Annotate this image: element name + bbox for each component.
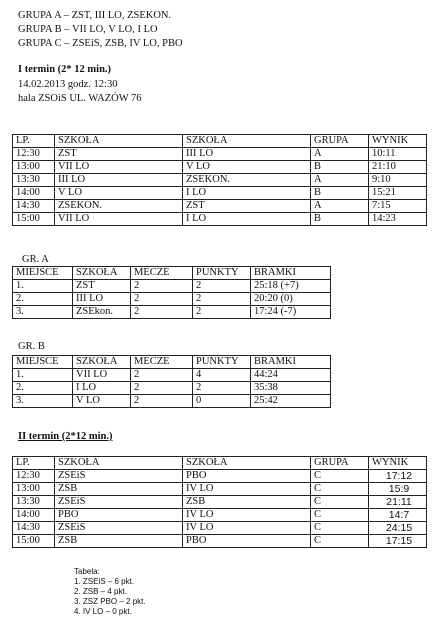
table-cell: B [311,161,369,174]
table-header-cell: MIEJSCE [13,267,73,280]
table-cell: ZSB [55,483,183,496]
table-cell: A [311,174,369,187]
table-cell: 13:00 [13,161,55,174]
table-cell: 14:23 [369,213,427,226]
table-header-row [13,135,427,148]
table-row [13,293,331,306]
table-cell: III LO [183,148,311,161]
table-cell: 17:12 [369,470,427,483]
table-cell: C [311,496,369,509]
table-header-cell: WYNIK [369,457,427,470]
tabela-item: 2. ZSB – 4 pkt. [74,587,127,596]
table-cell: 3. [13,306,73,319]
table-cell: A [311,148,369,161]
table-cell: 2 [131,306,193,319]
table-row [13,200,427,213]
table-cell: ZST [55,148,183,161]
table-cell: I LO [183,187,311,200]
table-row [13,369,331,382]
table-cell: C [311,470,369,483]
table-cell: 12:30 [13,148,55,161]
table-cell: V LO [55,187,183,200]
table-cell: 24:15 [369,522,427,535]
table-header-cell: PUNKTY [193,267,251,280]
tabela-title: Tabela: [74,567,100,576]
table-cell: ZSEKON. [55,200,183,213]
table-cell: 2 [131,293,193,306]
table-cell: ZSEiS [55,496,183,509]
table-cell: 17:15 [369,535,427,548]
table-row [13,522,427,535]
table-cell: ZSEkon. [73,306,131,319]
table-header-row [13,457,427,470]
table-cell: C [311,509,369,522]
table-cell: 2 [131,395,193,408]
table-row [13,483,427,496]
table-row [13,161,427,174]
table-row [13,395,331,408]
table-cell: 2 [193,280,251,293]
table-cell: 15:00 [13,213,55,226]
tabela-item: 1. ZSEiS – 6 pkt. [74,577,135,586]
table-row [13,174,427,187]
table-header-cell: SZKOŁA [55,457,183,470]
table-cell: 4 [193,369,251,382]
table-cell: 13:00 [13,483,55,496]
gr-b-table [12,355,331,408]
group-c-line: GRUPA C – ZSEiS, ZSB, IV LO, PBO [18,38,183,49]
table-row [13,535,427,548]
table-cell: V LO [73,395,131,408]
table-cell: 15:9 [369,483,427,496]
term2-title: II termin (2*12 min.) [18,431,113,442]
table-cell: 2 [131,280,193,293]
tabela-item: 4. IV LO – 0 pkt. [74,607,132,616]
table-cell: 12:30 [13,470,55,483]
table-cell: PBO [183,470,311,483]
table-cell: 1. [13,280,73,293]
table-cell: 7:15 [369,200,427,213]
table-cell: 17:24 (-7) [251,306,331,319]
table-cell: ZSB [183,496,311,509]
table-cell: 21:10 [369,161,427,174]
table-cell: 13:30 [13,496,55,509]
table-cell: IV LO [183,522,311,535]
table-cell: 14:30 [13,200,55,213]
table-header-cell: SZKOŁA [183,457,311,470]
table-cell: 2 [193,306,251,319]
table-cell: C [311,483,369,496]
table-cell: 44:24 [251,369,331,382]
table-cell: C [311,522,369,535]
table-header-cell: SZKOŁA [73,356,131,369]
table-header-cell: GRUPA [311,457,369,470]
table-cell: 14:00 [13,187,55,200]
table-header-cell: WYNIK [369,135,427,148]
table-cell: 0 [193,395,251,408]
table-cell: 25:18 (+7) [251,280,331,293]
gr-a-title: GR. A [22,254,49,265]
table-row [13,382,331,395]
table-header-cell: LP. [13,135,55,148]
table-header-cell: GRUPA [311,135,369,148]
table-row [13,280,331,293]
table-cell: ZSEKON. [183,174,311,187]
term1-place: hala ZSOiS UL. WAZÓW 76 [18,93,142,104]
table-row [13,496,427,509]
table-row [13,470,427,483]
table-cell: 2 [131,382,193,395]
table-header-row [13,267,331,280]
table-cell: VII LO [55,161,183,174]
table-header-cell: MECZE [131,356,193,369]
table-cell: 1. [13,369,73,382]
table-cell: 2. [13,293,73,306]
table-cell: C [311,535,369,548]
table-header-cell: SZKOŁA [183,135,311,148]
table-cell: 2 [131,369,193,382]
table-cell: ZSEiS [55,522,183,535]
table-cell: VII LO [73,369,131,382]
table-row [13,213,427,226]
table-cell: B [311,213,369,226]
table-cell: 2. [13,382,73,395]
group-a-line: GRUPA A – ZST, III LO, ZSEKON. [18,10,172,21]
table-cell: 15:00 [13,535,55,548]
tabela-item: 3. ZSZ PBO – 2 pkt. [74,597,146,606]
table-cell: B [311,187,369,200]
table-header-row [13,356,331,369]
table-cell: IV LO [183,483,311,496]
table-cell: ZST [183,200,311,213]
term2-table [12,456,427,548]
table-cell: 14:7 [369,509,427,522]
table-header-cell: SZKOŁA [73,267,131,280]
table-row [13,509,427,522]
table-cell: I LO [73,382,131,395]
table-cell: I LO [183,213,311,226]
table-cell: 2 [193,382,251,395]
table-cell: 14:30 [13,522,55,535]
table-row [13,148,427,161]
table-cell: 3. [13,395,73,408]
table-cell: 9:10 [369,174,427,187]
table-cell: 21:11 [369,496,427,509]
table-header-cell: MECZE [131,267,193,280]
gr-b-table-body [13,356,331,408]
table-header-cell: PUNKTY [193,356,251,369]
table-header-cell: SZKOŁA [55,135,183,148]
table-row [13,306,331,319]
table-header-cell: LP. [13,457,55,470]
gr-a-table-body [13,267,331,319]
group-b-line: GRUPA B – VII LO, V LO, I LO [18,24,158,35]
table-cell: 2 [193,293,251,306]
tabela-block [74,567,146,617]
term1-table-body [13,135,427,226]
table-header-cell: MIEJSCE [13,356,73,369]
gr-a-table [12,266,331,319]
table-cell: ZSB [55,535,183,548]
term2-table-body [13,457,427,548]
table-header-cell: BRAMKI [251,356,331,369]
table-cell: ZST [73,280,131,293]
table-cell: 14:00 [13,509,55,522]
table-cell: III LO [55,174,183,187]
table-cell: 15:21 [369,187,427,200]
term1-table [12,134,427,226]
table-cell: PBO [55,509,183,522]
table-cell: III LO [73,293,131,306]
table-cell: 13:30 [13,174,55,187]
table-cell: PBO [183,535,311,548]
table-header-cell: BRAMKI [251,267,331,280]
table-row [13,187,427,200]
table-cell: 10:11 [369,148,427,161]
table-cell: A [311,200,369,213]
table-cell: VII LO [55,213,183,226]
table-cell: ZSEiS [55,470,183,483]
table-cell: 35:38 [251,382,331,395]
table-cell: IV LO [183,509,311,522]
table-cell: V LO [183,161,311,174]
gr-b-title: GR. B [18,341,45,352]
term1-date: 14.02.2013 godz. 12:30 [18,79,118,90]
table-cell: 20:20 (0) [251,293,331,306]
term1-title: I termin (2* 12 min.) [18,64,112,75]
table-cell: 25:42 [251,395,331,408]
